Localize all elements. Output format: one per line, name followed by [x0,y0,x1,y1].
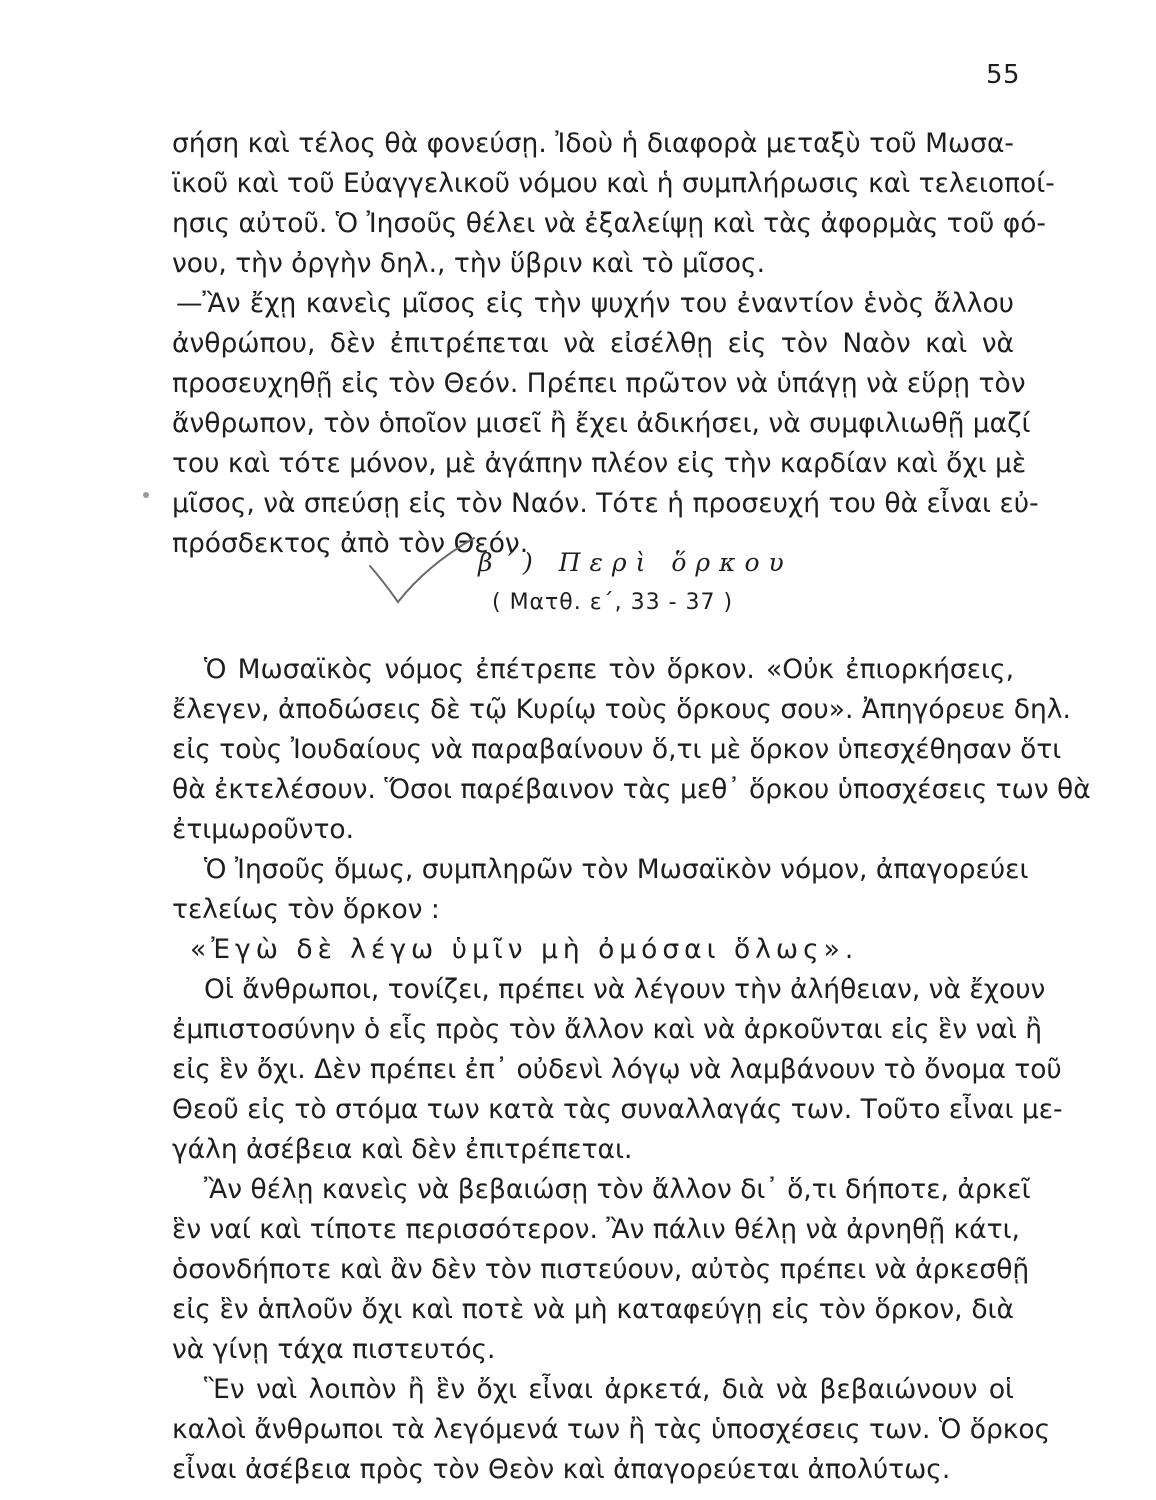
text-line: ἄνθρωπον, τὸν ὁποῖον μισεῖ ἢ ἔχει ἀδικήσει, νὰ συμφιλιωθῇ μαζί [172,408,1031,439]
text-line: Ἓν ναὶ λοιπὸν ἢ ἓν ὄχι εἶναι ἀρκετά, διὰ νὰ βεβαιώνουν οἱ [204,1374,1014,1405]
text-line: εἰς ἓν ὄχι. Δὲν πρέπει ἐπ᾽ οὐδενὶ λόγῳ νὰ λαμβάνουν τὸ ὄνομα τοῦ [172,1054,1062,1085]
text-line: μῖσος, νὰ σπεύσῃ εἰς τὸν Ναόν. Τότε ἡ προσευχή του θὰ εἶναι εὐ- [172,488,1039,519]
text-line: εἶναι ἀσέβεια πρὸς τὸν Θεὸν καὶ ἀπαγορεύεται ἀπολύτως. [172,1454,951,1485]
text-line: ἐτιμωροῦντο. [172,814,355,845]
section-heading: β΄) Περὶ ὅρκου [478,548,793,577]
text-line: σήση καὶ τέλος θὰ φονεύσῃ. Ἰδοὺ ἡ διαφορὰ μεταξὺ τοῦ Μωσα- [172,128,1014,159]
page-number: 55 [986,60,1021,90]
text-line: Οἱ ἄνθρωποι, τονίζει, πρέπει νὰ λέγουν τὴν ἀλήθειαν, νὰ ἔχουν [204,974,1046,1005]
text-line: τελείως τὸν ὅρκον : [172,894,440,925]
text-line: καλοὶ ἄνθρωποι τὰ λεγόμενά των ἢ τὰς ὑποσχέσεις των. Ὁ ὅρκος [172,1414,1051,1445]
text-line: Ἂν θέλῃ κανεὶς νὰ βεβαιώσῃ τὸν ἄλλον δι᾽ ὅ,τι δήποτε, ἀρκεῖ [204,1174,1031,1205]
text-line: εἰς ἓν ἁπλοῦν ὄχι καὶ ποτὲ νὰ μὴ καταφεύγῃ εἰς τὸν ὅρκον, διὰ [172,1294,1014,1325]
section-reference: ( Ματθ. ε΄, 33 - 37 ) [492,590,734,615]
text-line: ησις αὐτοῦ. Ὁ Ἰησοῦς θέλει νὰ ἐξαλείψῃ καὶ τὰς ἀφορμὰς τοῦ φό- [172,208,1046,239]
text-line: Ὁ Ἰησοῦς ὅμως, συμπληρῶν τὸν Μωσαϊκὸν νόμον, ἀπαγορεύει [204,854,1029,885]
text-line: ϊκοῦ καὶ τοῦ Εὐαγγελικοῦ νόμου καὶ ἡ συμπλήρωσις καὶ τελειοποί- [172,168,1055,199]
text-line: Θεοῦ εἰς τὸ στόμα των κατὰ τὰς συναλλαγάς των. Τοῦτο εἶναι με- [172,1094,1063,1125]
check-mark-icon [368,536,478,608]
text-line: θὰ ἐκτελέσουν. Ὅσοι παρέβαινον τὰς μεθ᾽ ὅρκου ὑποσχέσεις των θὰ [172,774,1091,805]
text-line: προσευχηθῇ εἰς τὸν Θεόν. Πρέπει πρῶτον νὰ ὑπάγῃ νὰ εὕρῃ τὸν [172,368,1026,399]
text-line: —Ἂν ἔχῃ κανεὶς μῖσος εἰς τὴν ψυχήν του ἐναντίον ἑνὸς ἄλλου [176,288,1014,319]
text-line: ἓν ναί καὶ τίποτε περισσότερον. Ἂν πάλιν θέλῃ νὰ ἀρνηθῇ κάτι, [172,1214,1020,1245]
text-line: ἔλεγεν, ἀποδώσεις δὲ τῷ Κυρίῳ τοὺς ὅρκους σου». Ἀπηγόρευε δηλ. [172,694,1071,725]
text-line: πρόσδεκτος ἀπὸ τὸν Θεόν. [172,528,529,559]
text-line: ἐμπιστοσύνην ὁ εἷς πρὸς τὸν ἄλλον καὶ νὰ ἀρκοῦνται εἰς ἓν ναὶ ἢ [172,1014,1043,1045]
text-line: ὁσονδήποτε καὶ ἂν δὲν τὸν πιστεύουν, αὐτὸς πρέπει νὰ ἀρκεσθῇ [172,1254,1030,1285]
text-line: νου, τὴν ὀργὴν δηλ., τὴν ὕβριν καὶ τὸ μῖσος. [172,248,765,279]
text-line: γάλη ἀσέβεια καὶ δὲν ἐπιτρέπεται. [172,1134,633,1165]
quote: «Ἐγὼ δὲ λέγω ὑμῖν μὴ ὀμόσαι ὅλως». [190,934,859,965]
text-line: του καὶ τότε μόνον, μὲ ἀγάπην πλέον εἰς τὴν καρδίαν καὶ ὄχι μὲ [172,448,1027,479]
text-line: εἰς τοὺς Ἰουδαίους νὰ παραβαίνουν ὅ,τι μὲ ὅρκον ὑπεσχέθησαν ὅτι [172,734,1062,765]
text-line: νὰ γίνῃ τάχα πιστευτός. [172,1334,496,1365]
margin-mark [143,492,149,498]
text-line: Ὁ Μωσαϊκὸς νόμος ἐπέτρεπε τὸν ὅρκον. «Οὐκ ἐπιορκήσεις, [204,654,1014,685]
text-line: ἀνθρώπου, δὲν ἐπιτρέπεται νὰ εἰσέλθῃ εἰς τὸν Ναὸν καὶ νὰ [172,328,1014,359]
